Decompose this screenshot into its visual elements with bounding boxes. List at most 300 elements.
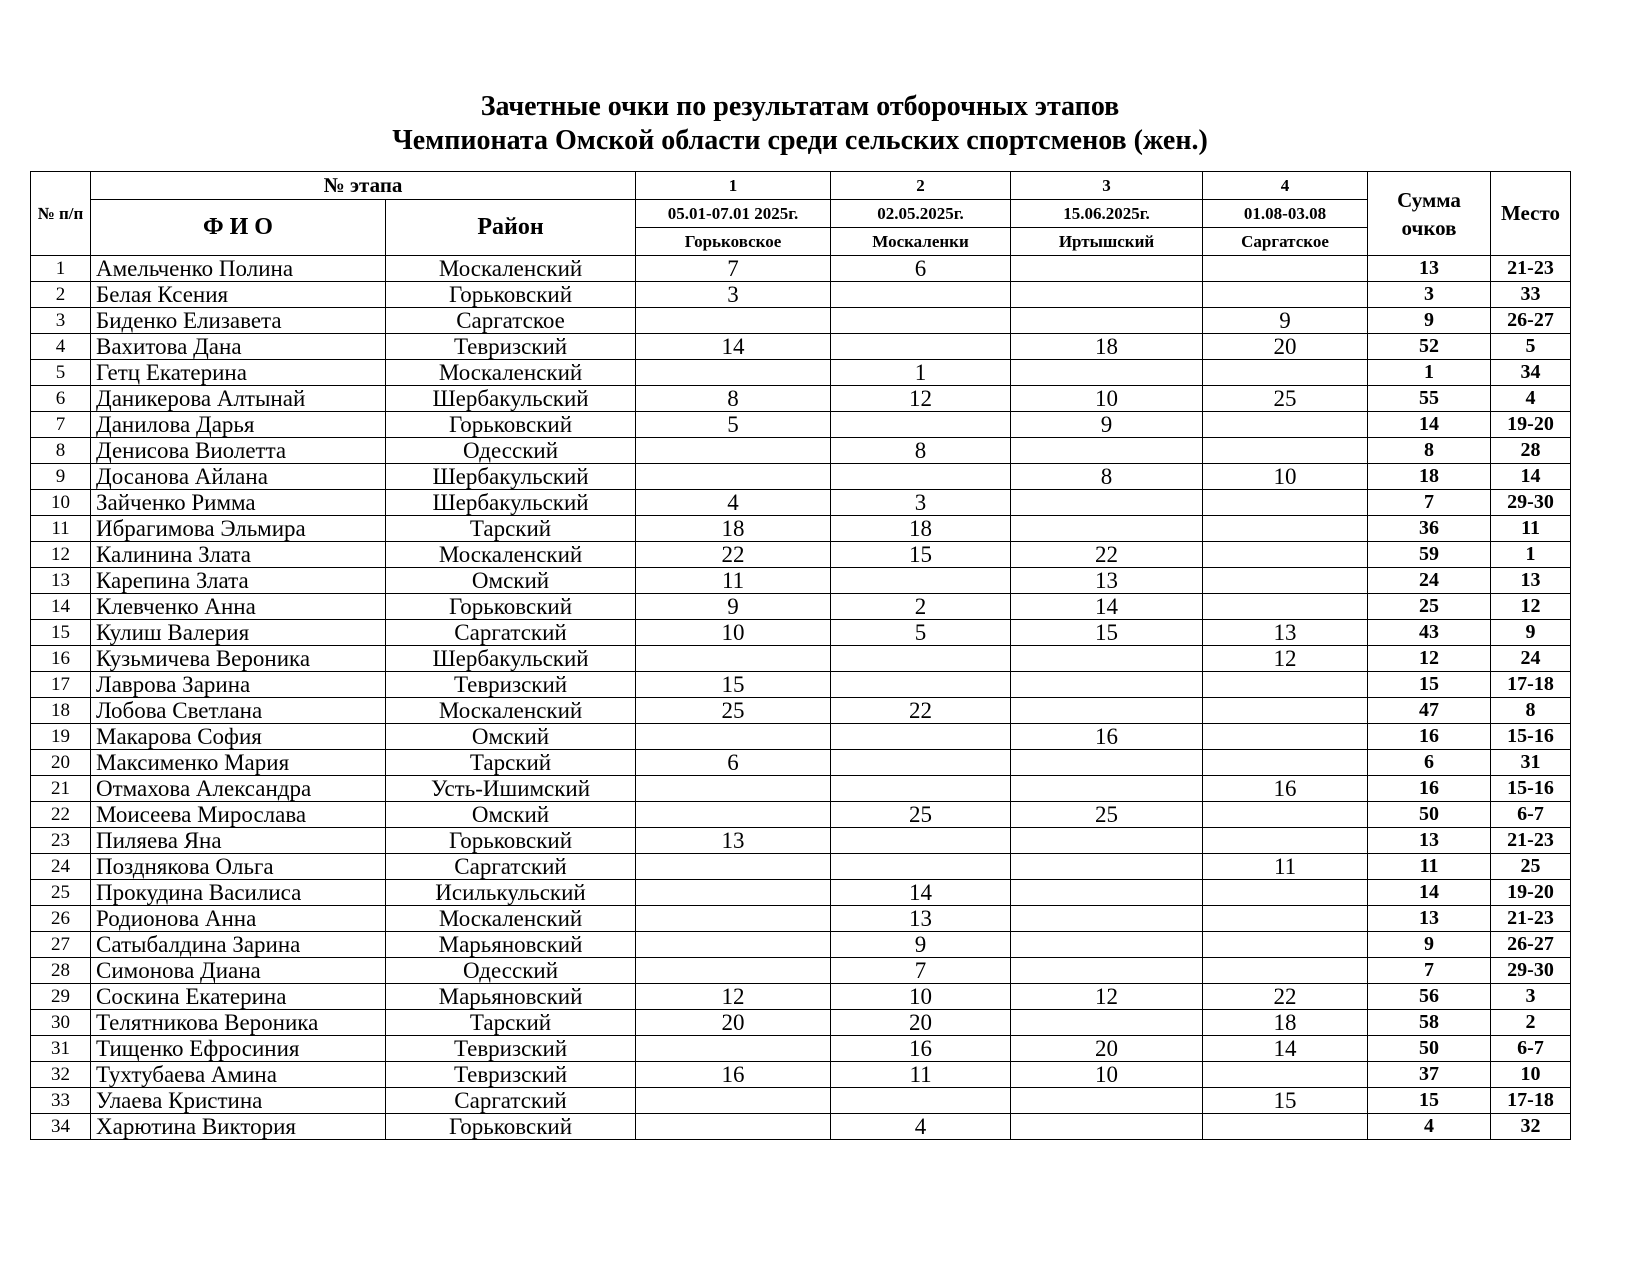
stage-1-points: 12 — [636, 984, 831, 1010]
row-number: 4 — [31, 334, 91, 360]
table-row — [31, 880, 1571, 906]
row-number: 34 — [31, 1114, 91, 1140]
total-points: 11 — [1368, 854, 1491, 880]
stage-2-points: 6 — [831, 256, 1011, 282]
header-fio: Ф И О — [91, 200, 386, 256]
district: Тевризский — [386, 1062, 636, 1088]
stage-4-points — [1203, 568, 1368, 594]
stage-1-points — [636, 906, 831, 932]
row-number: 12 — [31, 542, 91, 568]
header-stage-3-venue: Иртышский — [1011, 228, 1203, 256]
place: 9 — [1491, 620, 1571, 646]
total-points: 4 — [1368, 1114, 1491, 1140]
stage-3-points — [1011, 438, 1203, 464]
stage-2-points: 14 — [831, 880, 1011, 906]
stage-2-points — [831, 412, 1011, 438]
stage-1-points — [636, 776, 831, 802]
header-stage-label: № этапа — [91, 172, 636, 200]
place: 17-18 — [1491, 672, 1571, 698]
district: Усть-Ишимский — [386, 776, 636, 802]
total-points: 15 — [1368, 1088, 1491, 1114]
stage-4-points — [1203, 412, 1368, 438]
stage-2-points: 8 — [831, 438, 1011, 464]
stage-1-points: 15 — [636, 672, 831, 698]
total-points: 13 — [1368, 906, 1491, 932]
table-row — [31, 1114, 1571, 1140]
table-row — [31, 828, 1571, 854]
stage-1-points: 6 — [636, 750, 831, 776]
row-number: 17 — [31, 672, 91, 698]
stage-4-points: 16 — [1203, 776, 1368, 802]
header-sum: Сумма очков — [1368, 172, 1491, 256]
stage-1-points — [636, 802, 831, 828]
place: 28 — [1491, 438, 1571, 464]
stage-3-points — [1011, 932, 1203, 958]
district: Тарский — [386, 750, 636, 776]
stage-2-points: 15 — [831, 542, 1011, 568]
stage-2-points: 2 — [831, 594, 1011, 620]
stage-4-points — [1203, 282, 1368, 308]
district: Москаленский — [386, 906, 636, 932]
stage-1-points: 3 — [636, 282, 831, 308]
stage-2-points: 12 — [831, 386, 1011, 412]
stage-3-points — [1011, 958, 1203, 984]
place: 19-20 — [1491, 412, 1571, 438]
total-points: 9 — [1368, 932, 1491, 958]
place: 21-23 — [1491, 256, 1571, 282]
district: Тевризский — [386, 334, 636, 360]
district: Исилькульский — [386, 880, 636, 906]
place: 6-7 — [1491, 802, 1571, 828]
athlete-name: Пиляева Яна — [91, 828, 386, 854]
athlete-name: Сатыбалдина Зарина — [91, 932, 386, 958]
row-number: 9 — [31, 464, 91, 490]
stage-4-points — [1203, 256, 1368, 282]
place: 15-16 — [1491, 724, 1571, 750]
total-points: 47 — [1368, 698, 1491, 724]
district: Москаленский — [386, 698, 636, 724]
stage-3-points — [1011, 698, 1203, 724]
stage-3-points: 16 — [1011, 724, 1203, 750]
place: 8 — [1491, 698, 1571, 724]
row-number: 24 — [31, 854, 91, 880]
place: 26-27 — [1491, 932, 1571, 958]
athlete-name: Денисова Виолетта — [91, 438, 386, 464]
athlete-name: Белая Ксения — [91, 282, 386, 308]
stage-4-points — [1203, 594, 1368, 620]
stage-4-points — [1203, 724, 1368, 750]
stage-2-points — [831, 672, 1011, 698]
stage-2-points: 20 — [831, 1010, 1011, 1036]
athlete-name: Макарова София — [91, 724, 386, 750]
stage-3-points: 15 — [1011, 620, 1203, 646]
row-number: 5 — [31, 360, 91, 386]
athlete-name: Харютина Виктория — [91, 1114, 386, 1140]
stage-4-points — [1203, 802, 1368, 828]
table-row — [31, 646, 1571, 672]
table-row — [31, 620, 1571, 646]
row-number: 31 — [31, 1036, 91, 1062]
stage-1-points: 18 — [636, 516, 831, 542]
table-row — [31, 776, 1571, 802]
stage-2-points: 22 — [831, 698, 1011, 724]
place: 24 — [1491, 646, 1571, 672]
stage-4-points: 20 — [1203, 334, 1368, 360]
stage-4-points — [1203, 516, 1368, 542]
district: Горьковский — [386, 282, 636, 308]
district: Москаленский — [386, 256, 636, 282]
district: Горьковский — [386, 594, 636, 620]
district: Шербакульский — [386, 646, 636, 672]
header-stage-3-date: 15.06.2025г. — [1011, 200, 1203, 228]
row-number: 32 — [31, 1062, 91, 1088]
stage-2-points: 9 — [831, 932, 1011, 958]
athlete-name: Калинина Злата — [91, 542, 386, 568]
stage-2-points: 1 — [831, 360, 1011, 386]
district: Москаленский — [386, 360, 636, 386]
stage-4-points — [1203, 1062, 1368, 1088]
athlete-name: Соскина Екатерина — [91, 984, 386, 1010]
district: Саргатский — [386, 1088, 636, 1114]
athlete-name: Лаврова Зарина — [91, 672, 386, 698]
stage-2-points: 4 — [831, 1114, 1011, 1140]
table-row — [31, 1062, 1571, 1088]
place: 17-18 — [1491, 1088, 1571, 1114]
results-table — [30, 171, 1571, 1140]
stage-1-points — [636, 958, 831, 984]
total-points: 58 — [1368, 1010, 1491, 1036]
stage-1-points: 8 — [636, 386, 831, 412]
stage-2-points: 16 — [831, 1036, 1011, 1062]
place: 33 — [1491, 282, 1571, 308]
total-points: 7 — [1368, 490, 1491, 516]
total-points: 56 — [1368, 984, 1491, 1010]
row-number: 20 — [31, 750, 91, 776]
stage-4-points — [1203, 698, 1368, 724]
table-row — [31, 438, 1571, 464]
total-points: 24 — [1368, 568, 1491, 594]
total-points: 6 — [1368, 750, 1491, 776]
place: 29-30 — [1491, 958, 1571, 984]
row-number: 29 — [31, 984, 91, 1010]
row-number: 30 — [31, 1010, 91, 1036]
district: Саргатский — [386, 620, 636, 646]
stage-1-points: 16 — [636, 1062, 831, 1088]
header-stage-2-number: 2 — [831, 172, 1011, 200]
stage-2-points: 13 — [831, 906, 1011, 932]
table-row — [31, 568, 1571, 594]
place: 29-30 — [1491, 490, 1571, 516]
athlete-name: Тищенко Ефросиния — [91, 1036, 386, 1062]
total-points: 43 — [1368, 620, 1491, 646]
place: 34 — [1491, 360, 1571, 386]
stage-3-points — [1011, 854, 1203, 880]
place: 11 — [1491, 516, 1571, 542]
row-number: 33 — [31, 1088, 91, 1114]
stage-3-points: 22 — [1011, 542, 1203, 568]
total-points: 9 — [1368, 308, 1491, 334]
stage-1-points — [636, 308, 831, 334]
row-number: 21 — [31, 776, 91, 802]
stage-3-points: 18 — [1011, 334, 1203, 360]
stage-2-points: 3 — [831, 490, 1011, 516]
district: Омский — [386, 802, 636, 828]
stage-3-points — [1011, 880, 1203, 906]
stage-3-points: 20 — [1011, 1036, 1203, 1062]
table-row — [31, 854, 1571, 880]
stage-2-points: 18 — [831, 516, 1011, 542]
athlete-name: Максименко Мария — [91, 750, 386, 776]
table-row — [31, 750, 1571, 776]
stage-2-points — [831, 334, 1011, 360]
athlete-name: Клевченко Анна — [91, 594, 386, 620]
place: 10 — [1491, 1062, 1571, 1088]
place: 13 — [1491, 568, 1571, 594]
place: 32 — [1491, 1114, 1571, 1140]
place: 21-23 — [1491, 828, 1571, 854]
total-points: 15 — [1368, 672, 1491, 698]
header-stage-3-number: 3 — [1011, 172, 1203, 200]
total-points: 14 — [1368, 880, 1491, 906]
table-row — [31, 802, 1571, 828]
athlete-name: Симонова Диана — [91, 958, 386, 984]
total-points: 12 — [1368, 646, 1491, 672]
stage-1-points — [636, 880, 831, 906]
total-points: 16 — [1368, 776, 1491, 802]
district: Марьяновский — [386, 984, 636, 1010]
stage-1-points — [636, 724, 831, 750]
table-row — [31, 1010, 1571, 1036]
athlete-name: Отмахова Александра — [91, 776, 386, 802]
stage-1-points: 13 — [636, 828, 831, 854]
stage-4-points: 12 — [1203, 646, 1368, 672]
stage-1-points: 5 — [636, 412, 831, 438]
athlete-name: Кулиш Валерия — [91, 620, 386, 646]
total-points: 50 — [1368, 1036, 1491, 1062]
stage-1-points: 7 — [636, 256, 831, 282]
place: 15-16 — [1491, 776, 1571, 802]
table-row — [31, 906, 1571, 932]
stage-4-points: 14 — [1203, 1036, 1368, 1062]
total-points: 18 — [1368, 464, 1491, 490]
table-row — [31, 594, 1571, 620]
table-row — [31, 1088, 1571, 1114]
stage-4-points — [1203, 542, 1368, 568]
stage-1-points — [636, 854, 831, 880]
place: 21-23 — [1491, 906, 1571, 932]
stage-1-points: 20 — [636, 1010, 831, 1036]
district: Шербакульский — [386, 386, 636, 412]
place: 1 — [1491, 542, 1571, 568]
row-number: 19 — [31, 724, 91, 750]
table-row — [31, 672, 1571, 698]
district: Одесский — [386, 438, 636, 464]
place: 4 — [1491, 386, 1571, 412]
header-num: № п/п — [31, 172, 91, 256]
table-row — [31, 1036, 1571, 1062]
row-number: 6 — [31, 386, 91, 412]
row-number: 3 — [31, 308, 91, 334]
total-points: 59 — [1368, 542, 1491, 568]
stage-3-points: 13 — [1011, 568, 1203, 594]
stage-3-points — [1011, 1010, 1203, 1036]
stage-1-points: 22 — [636, 542, 831, 568]
district: Омский — [386, 724, 636, 750]
total-points: 14 — [1368, 412, 1491, 438]
athlete-name: Биденко Елизавета — [91, 308, 386, 334]
total-points: 52 — [1368, 334, 1491, 360]
row-number: 8 — [31, 438, 91, 464]
athlete-name: Позднякова Ольга — [91, 854, 386, 880]
stage-3-points: 12 — [1011, 984, 1203, 1010]
stage-3-points — [1011, 776, 1203, 802]
athlete-name: Улаева Кристина — [91, 1088, 386, 1114]
row-number: 25 — [31, 880, 91, 906]
table-body — [31, 256, 1571, 1140]
stage-1-points: 11 — [636, 568, 831, 594]
row-number: 16 — [31, 646, 91, 672]
header-stage-2-venue: Москаленки — [831, 228, 1011, 256]
district: Марьяновский — [386, 932, 636, 958]
district: Тарский — [386, 516, 636, 542]
place: 26-27 — [1491, 308, 1571, 334]
row-number: 10 — [31, 490, 91, 516]
stage-3-points: 14 — [1011, 594, 1203, 620]
stage-2-points — [831, 1088, 1011, 1114]
stage-1-points: 25 — [636, 698, 831, 724]
table-row — [31, 464, 1571, 490]
total-points: 13 — [1368, 256, 1491, 282]
stage-4-points — [1203, 1114, 1368, 1140]
header-stage-1-number: 1 — [636, 172, 831, 200]
stage-4-points — [1203, 750, 1368, 776]
header-district: Район — [386, 200, 636, 256]
district: Саргатское — [386, 308, 636, 334]
district: Москаленский — [386, 542, 636, 568]
stage-2-points — [831, 828, 1011, 854]
district: Шербакульский — [386, 464, 636, 490]
stage-2-points — [831, 776, 1011, 802]
stage-3-points — [1011, 1088, 1203, 1114]
stage-2-points — [831, 568, 1011, 594]
place: 2 — [1491, 1010, 1571, 1036]
stage-4-points — [1203, 490, 1368, 516]
row-number: 28 — [31, 958, 91, 984]
stage-3-points — [1011, 490, 1203, 516]
district: Горьковский — [386, 1114, 636, 1140]
district: Одесский — [386, 958, 636, 984]
total-points: 13 — [1368, 828, 1491, 854]
stage-3-points — [1011, 360, 1203, 386]
total-points: 8 — [1368, 438, 1491, 464]
stage-2-points — [831, 646, 1011, 672]
stage-3-points — [1011, 1114, 1203, 1140]
table-header — [31, 172, 1571, 256]
total-points: 55 — [1368, 386, 1491, 412]
stage-3-points — [1011, 282, 1203, 308]
district: Шербакульский — [386, 490, 636, 516]
stage-1-points — [636, 646, 831, 672]
stage-4-points: 11 — [1203, 854, 1368, 880]
table-row — [31, 256, 1571, 282]
stage-4-points: 22 — [1203, 984, 1368, 1010]
stage-1-points — [636, 932, 831, 958]
table-row — [31, 386, 1571, 412]
header-stage-2-date: 02.05.2025г. — [831, 200, 1011, 228]
row-number: 13 — [31, 568, 91, 594]
stage-1-points — [636, 1036, 831, 1062]
athlete-name: Карепина Злата — [91, 568, 386, 594]
stage-3-points: 9 — [1011, 412, 1203, 438]
table-row — [31, 932, 1571, 958]
table-row — [31, 958, 1571, 984]
stage-1-points: 4 — [636, 490, 831, 516]
row-number: 11 — [31, 516, 91, 542]
stage-1-points: 10 — [636, 620, 831, 646]
header-stage-4-number: 4 — [1203, 172, 1368, 200]
stage-1-points: 9 — [636, 594, 831, 620]
stage-1-points — [636, 360, 831, 386]
stage-3-points — [1011, 516, 1203, 542]
table-row — [31, 542, 1571, 568]
athlete-name: Тухтубаева Амина — [91, 1062, 386, 1088]
athlete-name: Родионова Анна — [91, 906, 386, 932]
stage-4-points — [1203, 828, 1368, 854]
stage-4-points: 18 — [1203, 1010, 1368, 1036]
district: Тевризский — [386, 672, 636, 698]
row-number: 15 — [31, 620, 91, 646]
stage-3-points — [1011, 646, 1203, 672]
district: Омский — [386, 568, 636, 594]
athlete-name: Гетц Екатерина — [91, 360, 386, 386]
place: 25 — [1491, 854, 1571, 880]
stage-2-points — [831, 854, 1011, 880]
stage-4-points: 9 — [1203, 308, 1368, 334]
place: 5 — [1491, 334, 1571, 360]
table-row — [31, 984, 1571, 1010]
athlete-name: Ибрагимова Эльмира — [91, 516, 386, 542]
stage-1-points — [636, 438, 831, 464]
row-number: 22 — [31, 802, 91, 828]
row-number: 27 — [31, 932, 91, 958]
stage-3-points: 10 — [1011, 386, 1203, 412]
header-stage-4-venue: Саргатское — [1203, 228, 1368, 256]
row-number: 14 — [31, 594, 91, 620]
document-title — [0, 90, 1600, 158]
title-line-1: Зачетные очки по результатам отборочных этапов — [480, 91, 1120, 122]
stage-1-points — [636, 464, 831, 490]
header-stage-4-date: 01.08-03.08 — [1203, 200, 1368, 228]
stage-2-points — [831, 308, 1011, 334]
table-row — [31, 282, 1571, 308]
stage-3-points — [1011, 828, 1203, 854]
athlete-name: Зайченко Римма — [91, 490, 386, 516]
stage-4-points — [1203, 360, 1368, 386]
stage-3-points — [1011, 906, 1203, 932]
total-points: 1 — [1368, 360, 1491, 386]
table-row — [31, 516, 1571, 542]
place: 3 — [1491, 984, 1571, 1010]
athlete-name: Лобова Светлана — [91, 698, 386, 724]
place: 14 — [1491, 464, 1571, 490]
district: Горьковский — [386, 412, 636, 438]
stage-1-points — [636, 1114, 831, 1140]
stage-4-points: 13 — [1203, 620, 1368, 646]
athlete-name: Даникерова Алтынай — [91, 386, 386, 412]
stage-1-points: 14 — [636, 334, 831, 360]
stage-4-points — [1203, 958, 1368, 984]
table-row — [31, 308, 1571, 334]
